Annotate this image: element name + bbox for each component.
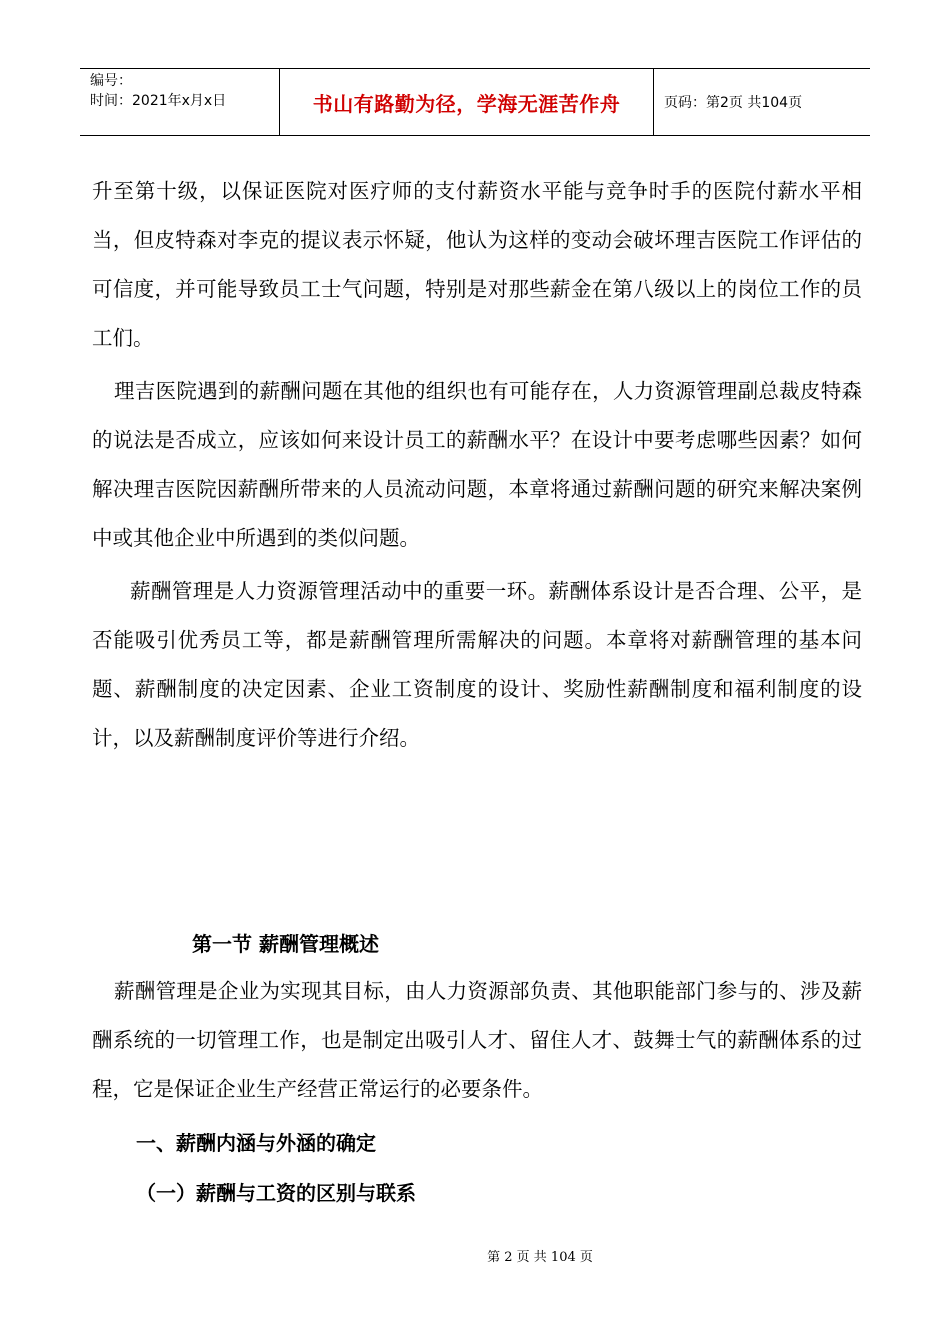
section-title: 第一节 薪酬管理概述 bbox=[192, 932, 379, 956]
header-time-label: 时间：2021年x月x日 bbox=[90, 93, 227, 109]
paragraph-1: 升至第十级，以保证医院对医疗师的支付薪资水平能与竞争时手的医院付薪水平相当，但皮特森对李克的提议表示怀疑，他认为这样的变动会破坏理吉医院工作评估的可信度，并可能导致员工士气问题，特别是对那些薪金在第八级以上的岗位工作的员工们。 bbox=[92, 179, 862, 350]
header-motto-cell bbox=[280, 69, 654, 135]
subheading-1: 一、薪酬内涵与外涵的确定 bbox=[136, 1131, 376, 1155]
header-motto: 书山有路勤为径，学海无涯苦作舟 bbox=[312, 91, 621, 116]
document-header bbox=[80, 68, 870, 136]
header-page-info: 页码：第2页 共104页 bbox=[664, 95, 803, 111]
header-meta-cell bbox=[80, 69, 280, 135]
subheading-2: （一）薪酬与工资的区别与联系 bbox=[136, 1181, 416, 1205]
header-number-label: 编号： bbox=[90, 73, 132, 89]
paragraph-2: 理吉医院遇到的薪酬问题在其他的组织也有可能存在，人力资源管理副总裁皮特森的说法是否成立，应该如何来设计员工的薪酬水平？在设计中要考虑哪些因素？如何解决理吉医院因薪酬所带来的人员流动问题，本章将通过薪酬问题的研究来解决案例中或其他企业中所遇到的类似问题。 bbox=[92, 379, 862, 550]
page-footer: 第 2 页 共 104 页 bbox=[487, 1250, 593, 1265]
paragraph-4: 薪酬管理是企业为实现其目标，由人力资源部负责、其他职能部门参与的、涉及薪酬系统的一切管理工作，也是制定出吸引人才、留住人才、鼓舞士气的薪酬体系的过程，它是保证企业生产经营正常运行的必要条件。 bbox=[92, 979, 862, 1101]
paragraph-3: 薪酬管理是人力资源管理活动中的重要一环。薪酬体系设计是否合理、公平，是否能吸引优秀员工等，都是薪酬管理所需解决的问题。本章将对薪酬管理的基本问题、薪酬制度的决定因素、企业工资制度的设计、奖励性薪酬制度和福利制度的设计，以及薪酬制度评价等进行介绍。 bbox=[92, 579, 862, 750]
header-page-cell bbox=[654, 69, 870, 135]
